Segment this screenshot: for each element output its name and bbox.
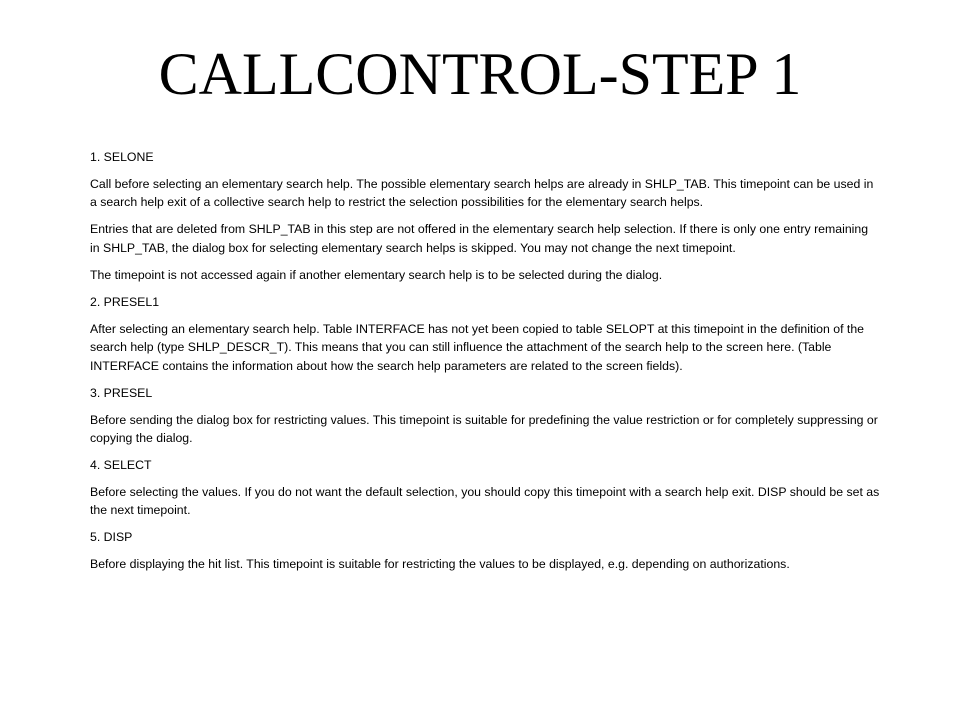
select-description: Before selecting the values. If you do not want the default selection, you should copy this timepoint with a search help exit. DISP should be set as the next timepoint. (90, 485, 880, 518)
step-heading-selone: 1. SELONE (90, 150, 154, 164)
step-heading-presel1: 2. PRESEL1 (90, 294, 160, 309)
selone-description: Call before selecting an elementary search help. The possible elementary search helps are already in SHLP_TAB. This timepoint can be used in a search help exit of a collective search help to restrict the selection possibilities for the elementary search helps. (90, 177, 874, 210)
step-heading-disp: 5. DISP (90, 530, 133, 545)
disp-description: Before displaying the hit list. This timepoint is suitable for restricting the values to be displayed, e.g. depending on authorizations. (90, 557, 790, 572)
selone-access-note: The timepoint is not accessed again if another elementary search help is to be selected during the dialog. (90, 267, 663, 282)
slide-body (90, 148, 880, 574)
step-heading-select: 4. SELECT (90, 458, 152, 473)
step-heading-presel: 3. PRESEL (90, 385, 153, 400)
slide-title: CALLCONTROL-STEP 1 (158, 41, 802, 107)
selone-deleted-entries-note: Entries that are deleted from SHLP_TAB in this step are not offered in the elementary search help selection. If there is only one entry remaining in SHLP_TAB, the dialog box for selecting elementary search helps is skipped. You may not change the next timepoint. (90, 222, 869, 255)
presel-description: Before sending the dialog box for restricting values. This timepoint is suitable for predefining the value restriction or for completely suppressing or copying the dialog. (90, 412, 878, 446)
presel1-description: After selecting an elementary search help. Table INTERFACE has not yet been copied to table SELOPT at this timepoint in the definition of the search help (type SHLP_DESCR_T). This means that you can still influence the attachment of the search help to the screen here. (Table INTERFACE contains the information about how the search help parameters are related to the screen fields). (90, 321, 865, 373)
